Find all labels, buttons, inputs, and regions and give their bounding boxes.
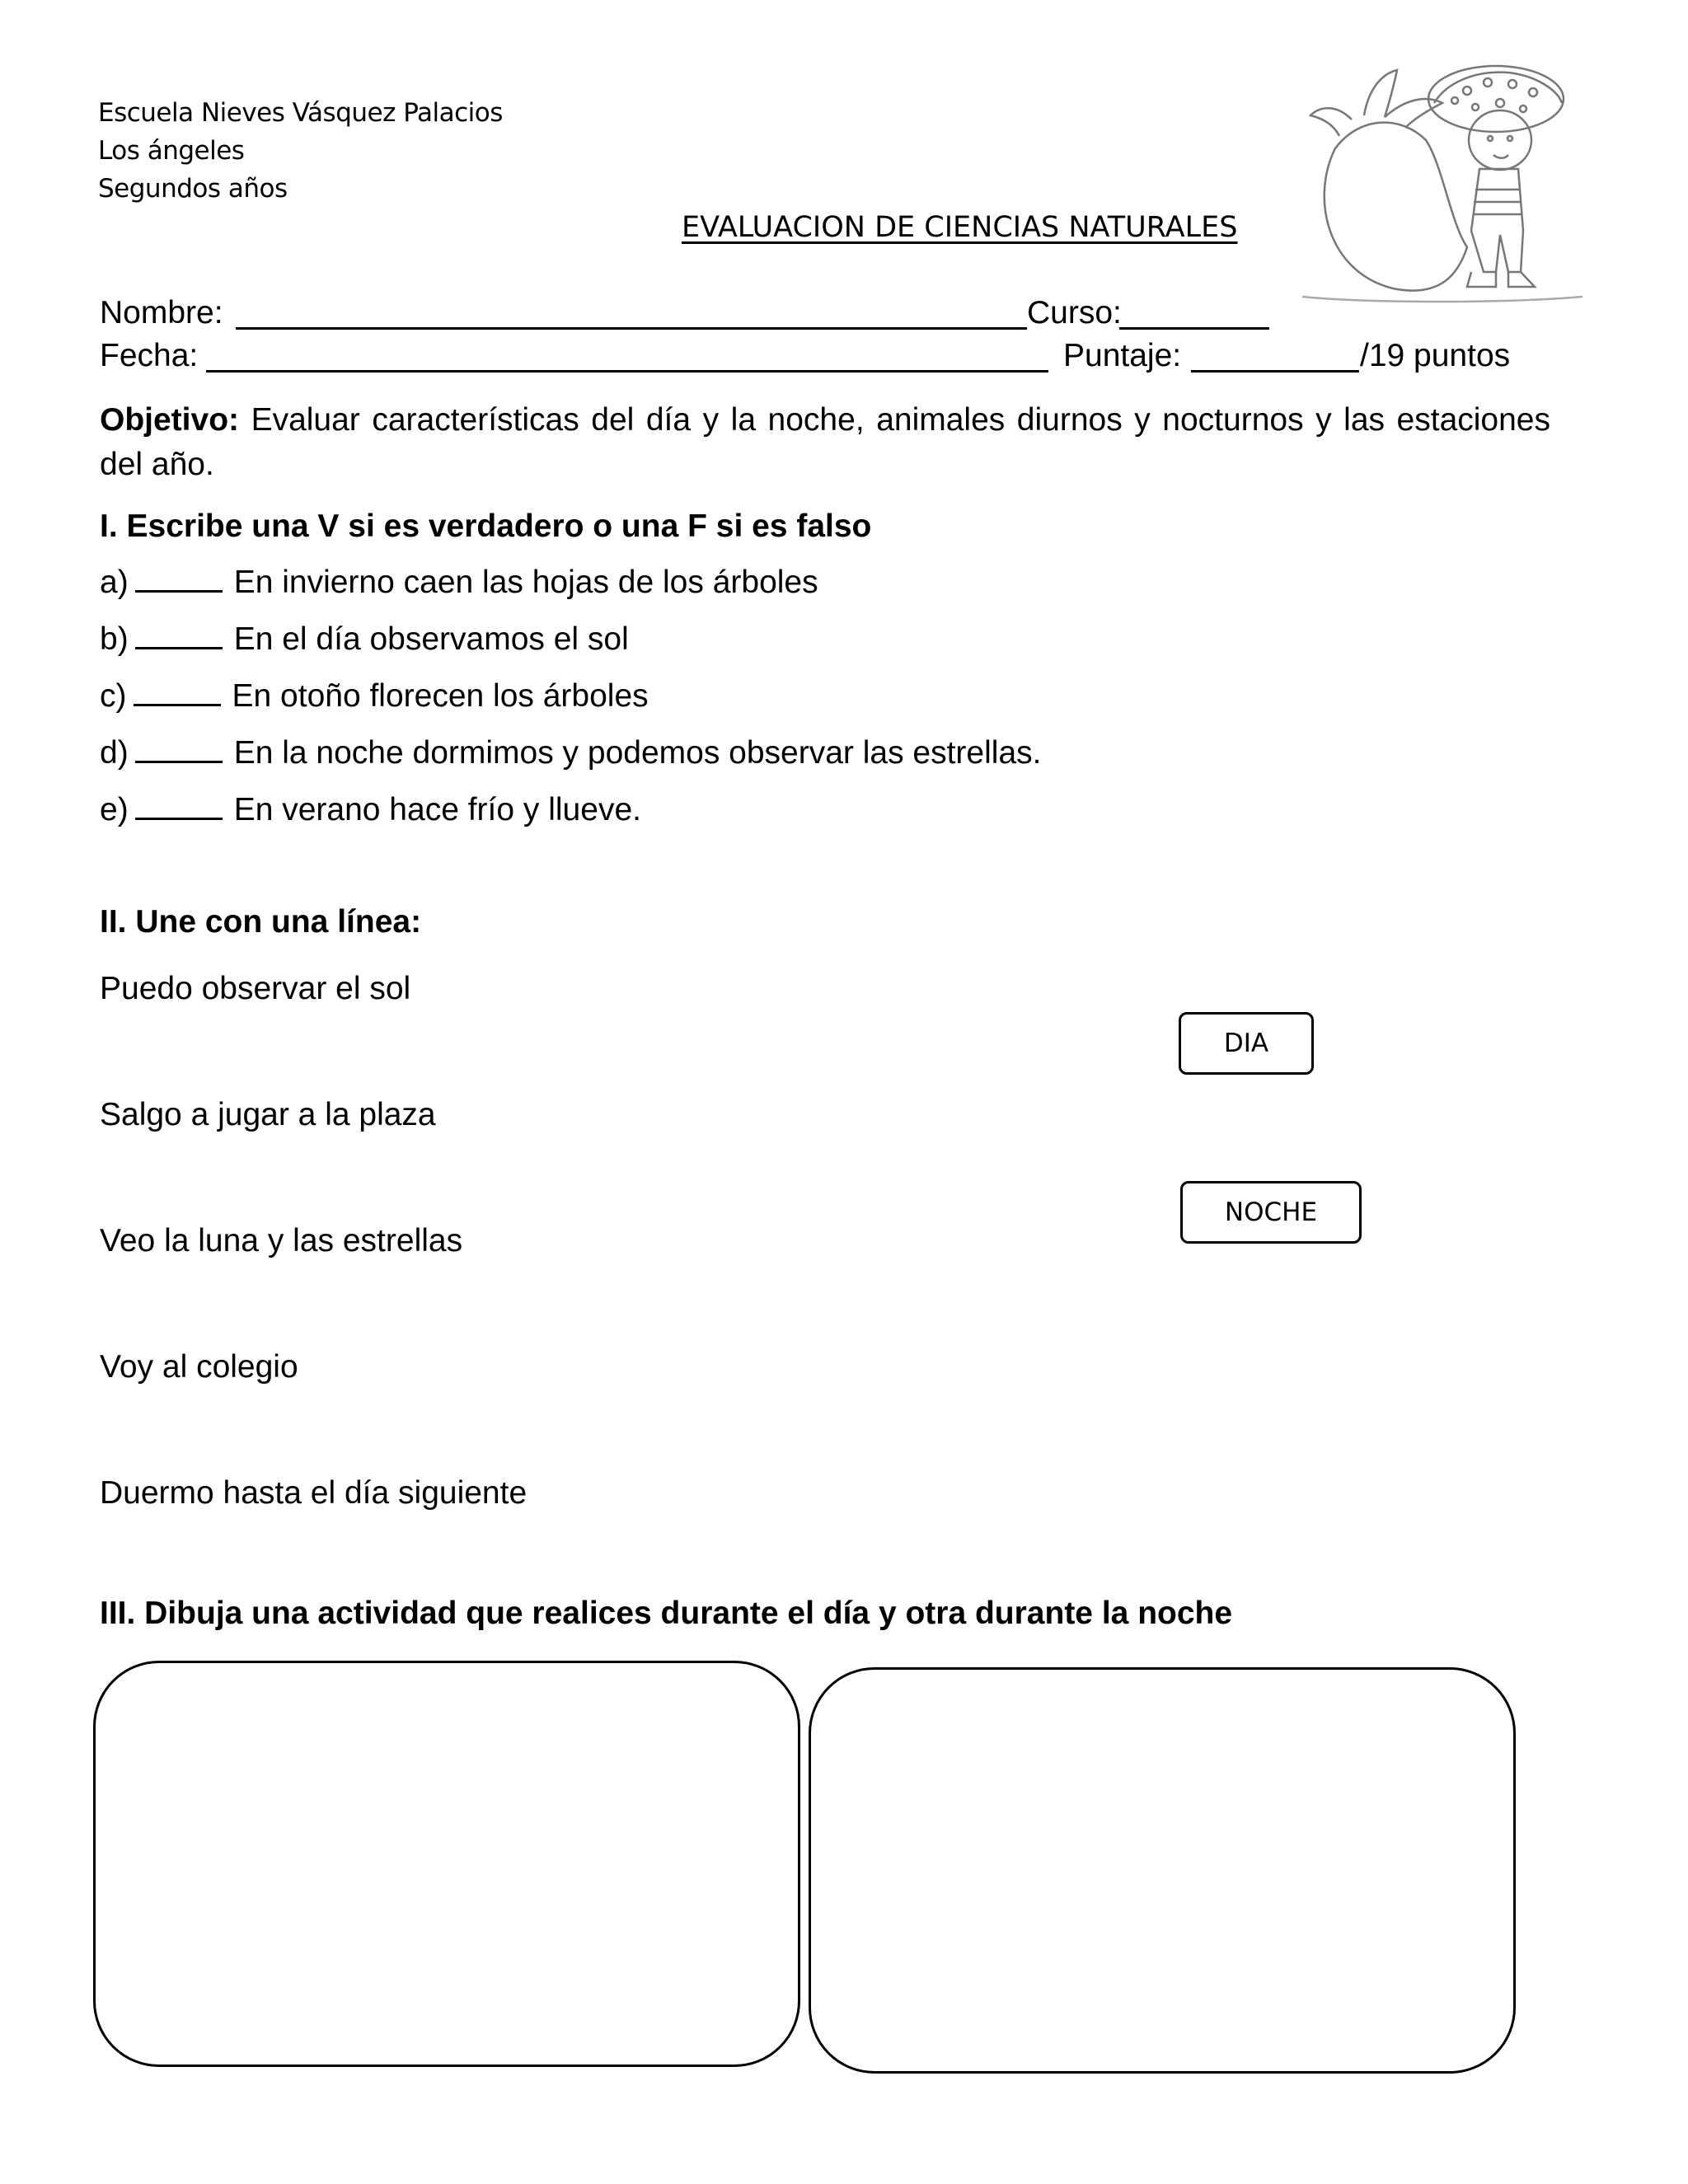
item-letter: d) bbox=[100, 735, 129, 771]
item-text: En verano hace frío y llueve. bbox=[233, 792, 641, 827]
match-phrase[interactable]: Salgo a jugar a la plaza bbox=[100, 1097, 436, 1132]
item-text: En otoño florecen los árboles bbox=[232, 678, 649, 714]
objective bbox=[100, 398, 1550, 487]
answer-blank[interactable] bbox=[135, 736, 223, 763]
objective-text: Evaluar características del día y la noche, animales diurnos y nocturnos y las estaciones del año. bbox=[100, 402, 1550, 482]
answer-blank[interactable] bbox=[135, 793, 223, 820]
name-label: Nombre: bbox=[100, 295, 223, 330]
true-false-item bbox=[100, 565, 818, 601]
section2-title: II. Une con una línea: bbox=[100, 904, 422, 940]
true-false-item bbox=[100, 792, 641, 828]
school-city: Los ángeles bbox=[98, 136, 245, 166]
strawberry-girl-illustration bbox=[1302, 25, 1582, 305]
answer-blank[interactable] bbox=[135, 622, 223, 649]
true-false-item bbox=[100, 735, 1041, 771]
page-title: EVALUACION DE CIENCIAS NATURALES bbox=[682, 211, 1238, 244]
true-false-item bbox=[100, 678, 649, 715]
date-label: Fecha: bbox=[100, 338, 199, 373]
name-field[interactable] bbox=[236, 327, 1027, 330]
item-letter: b) bbox=[100, 621, 129, 657]
course-label: Curso: bbox=[1027, 295, 1122, 330]
night-drawing-box[interactable] bbox=[809, 1667, 1516, 2074]
match-phrase[interactable]: Puedo observar el sol bbox=[100, 971, 411, 1006]
score-field[interactable] bbox=[1191, 370, 1359, 373]
item-letter: c) bbox=[100, 678, 127, 714]
true-false-item bbox=[100, 621, 629, 658]
school-grade: Segundos años bbox=[98, 174, 288, 204]
match-phrase[interactable]: Voy al colegio bbox=[100, 1349, 298, 1385]
answer-blank[interactable] bbox=[134, 679, 221, 706]
score-label: Puntaje: bbox=[1063, 338, 1182, 373]
objective-label: Objetivo: bbox=[100, 402, 240, 438]
match-phrase[interactable]: Veo la luna y las estrellas bbox=[100, 1223, 463, 1258]
item-text: En invierno caen las hojas de los árboles bbox=[233, 565, 818, 600]
match-phrase[interactable]: Duermo hasta el día siguiente bbox=[100, 1475, 528, 1511]
score-total: /19 puntos bbox=[1360, 338, 1511, 373]
section1-title: I. Escribe una V si es verdadero o una F si es falso bbox=[100, 509, 872, 544]
day-drawing-box[interactable] bbox=[93, 1661, 800, 2067]
item-letter: e) bbox=[100, 792, 129, 827]
item-text: En el día observamos el sol bbox=[233, 621, 629, 657]
course-field[interactable] bbox=[1119, 327, 1269, 330]
day-option-box[interactable]: DIA bbox=[1179, 1012, 1314, 1075]
section3-title: III. Dibuja una actividad que realices durante el día y otra durante la noche bbox=[100, 1596, 1233, 1631]
item-text: En la noche dormimos y podemos observar las estrellas. bbox=[233, 735, 1042, 771]
item-letter: a) bbox=[100, 565, 129, 600]
answer-blank[interactable] bbox=[135, 565, 223, 593]
school-name: Escuela Nieves Vásquez Palacios bbox=[98, 98, 503, 128]
date-field[interactable] bbox=[206, 370, 1048, 373]
night-option-box[interactable]: NOCHE bbox=[1180, 1181, 1362, 1244]
